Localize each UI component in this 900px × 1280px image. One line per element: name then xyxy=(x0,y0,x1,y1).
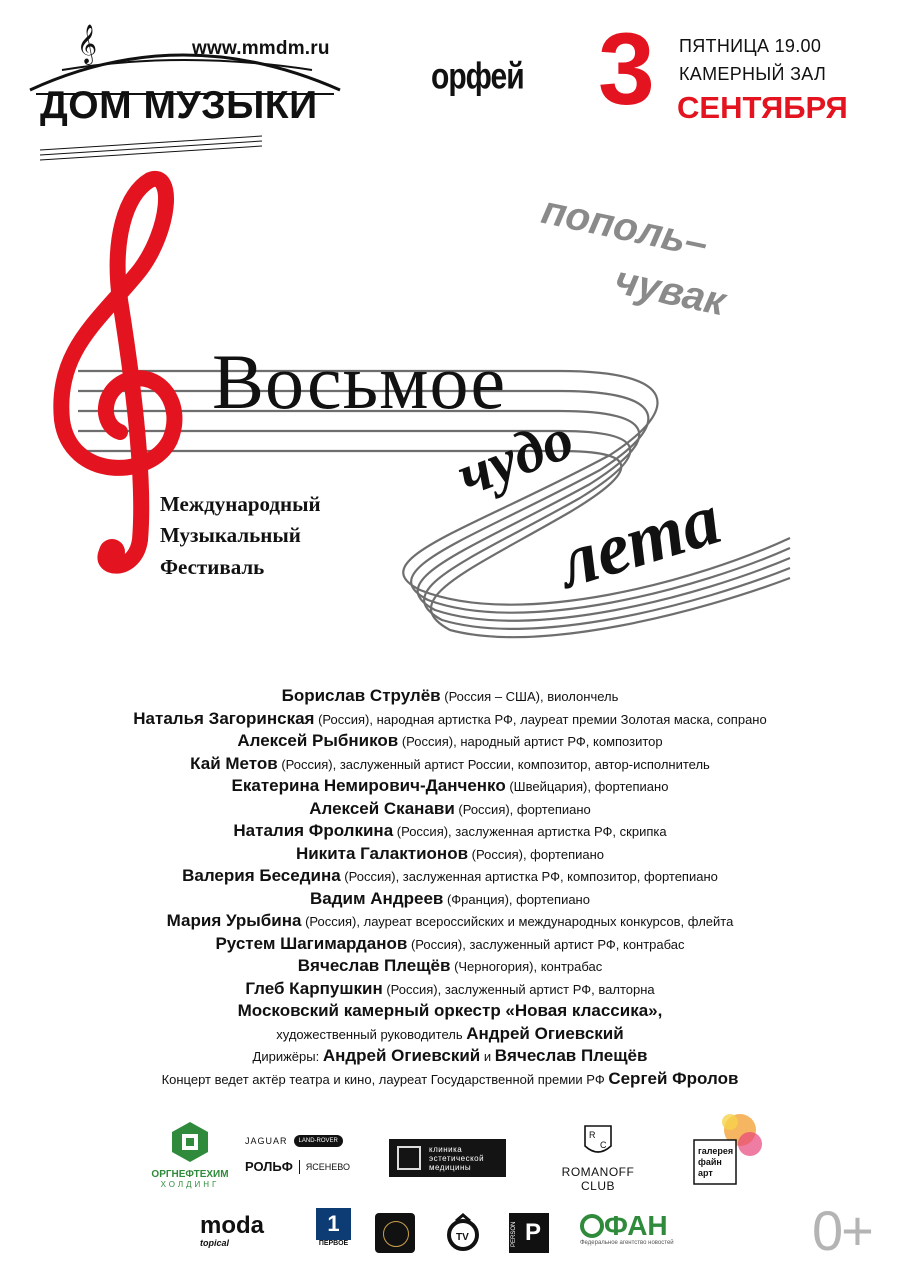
performer-row xyxy=(0,753,900,776)
performer-row xyxy=(0,955,900,978)
performer-row xyxy=(0,775,900,798)
director-name: Андрей Огиевский xyxy=(466,1023,624,1043)
performer-name: Борислав Струлёв xyxy=(281,686,441,705)
orchestra-name: Московский камерный оркестр «Новая классика», xyxy=(237,1001,663,1020)
date-number: 3 xyxy=(598,12,655,126)
performer-row xyxy=(0,933,900,956)
festival-title-leta: лета xyxy=(548,477,730,605)
day-time: ПЯТНИЦА 19.00 xyxy=(679,36,822,56)
orgneftekhim-bottom: ХОЛДИНГ xyxy=(160,1180,220,1189)
performer-row xyxy=(0,798,900,821)
popol-text-line-2: чувак xyxy=(610,258,730,325)
performer-desc: (Россия), фортепиано xyxy=(468,846,605,862)
host-name: Сергей Фролов xyxy=(608,1068,739,1088)
site-url[interactable]: www.mmdm.ru xyxy=(192,38,330,59)
performer-name: Алексей Сканави xyxy=(309,798,455,818)
performer-desc: (Россия), заслуженная артистка РФ, композитор, фортепиано xyxy=(340,869,718,884)
performer-name: Валерия Беседина xyxy=(182,866,341,885)
performer-desc: (Россия), заслуженная артистка РФ, скрипка xyxy=(393,824,667,839)
hall-name: КАМЕРНЫЙ ЗАЛ xyxy=(679,64,827,84)
director-prefix: художественный руководитель xyxy=(276,1026,467,1042)
subtitle-line-1: Международный xyxy=(160,492,321,516)
performer-name: Глеб Карпушкин xyxy=(245,978,383,998)
conductors-and: и xyxy=(480,1049,495,1064)
festival-title-chudo: чудо xyxy=(448,404,582,509)
person-text: PERSON xyxy=(511,1221,517,1247)
performer-name: Наталья Загоринская xyxy=(133,708,315,728)
romanoff-logo xyxy=(543,1120,653,1193)
orgneftekhim-logo xyxy=(150,1120,230,1190)
performer-row xyxy=(0,978,900,1001)
orgneftekhim-top: ОРГНЕФТЕХИМ xyxy=(151,1169,229,1180)
orchestra-director-row xyxy=(0,1023,900,1046)
performers-list xyxy=(0,685,900,1090)
performer-desc: (Россия), народная артистка РФ, лауреат премии Золотая маска, сопрано xyxy=(314,711,767,727)
performer-desc: (Черногория), контрабас xyxy=(450,959,603,974)
moda-text: moda xyxy=(200,1212,265,1239)
performer-desc: (Россия), заслуженный артист РФ, контрабас xyxy=(407,936,685,952)
pervy-text: ПЕРВОЕ xyxy=(318,1240,349,1247)
performer-row xyxy=(0,843,900,866)
performer-name: Рустем Шагимарданов xyxy=(215,933,408,953)
moda-sub: topical xyxy=(200,1238,230,1248)
clinic-icon xyxy=(397,1146,421,1170)
subtitle-line-2: Музыкальный xyxy=(160,523,301,547)
performer-row xyxy=(0,820,900,843)
performer-name: Наталия Фролкина xyxy=(233,821,394,840)
performer-name: Алексей Рыбников xyxy=(237,731,399,750)
performer-row xyxy=(0,685,900,708)
performer-desc: (Швейцария), фортепиано xyxy=(505,779,669,794)
divider xyxy=(299,1160,300,1174)
badge-icon xyxy=(383,1221,409,1247)
rolf-text: РОЛЬФ xyxy=(245,1159,293,1174)
performer-row xyxy=(0,708,900,731)
orfey-logo: орфей xyxy=(431,55,524,97)
clinic-text: клиника эстетической медицины xyxy=(429,1144,485,1172)
performer-desc: (Россия), заслуженный артист РФ, валторна xyxy=(382,981,655,997)
person-logo xyxy=(509,1213,549,1253)
age-rating: 0+ xyxy=(812,1199,872,1262)
rolf-jaguar-logo xyxy=(245,1135,350,1190)
performer-desc: (Россия – США), виолончель xyxy=(440,689,619,704)
clinic-logo xyxy=(389,1139,506,1177)
tv-ring-icon xyxy=(443,1213,483,1253)
person-p-icon: P xyxy=(525,1219,542,1246)
orgneftekhim-icon xyxy=(150,1120,230,1164)
yasenevo-text: ЯСЕНЕВО xyxy=(305,1161,350,1172)
fan-sub: Федеральное агентство новостей xyxy=(580,1240,674,1246)
venue-logo-text: ДОМ МУЗЫКИ xyxy=(40,84,318,127)
performer-name: Кай Метов xyxy=(190,753,278,773)
conductors-row xyxy=(0,1045,900,1068)
gallery-text: галерея файн арт xyxy=(698,1146,734,1178)
conductor-name: Андрей Огиевский xyxy=(322,1046,481,1065)
performer-desc: (Россия), народный артист РФ, композитор xyxy=(398,734,663,749)
jaguar-text: JAGUAR xyxy=(245,1136,288,1146)
host-prefix: Концерт ведет актёр театра и кино, лауреат Государственной премии РФ xyxy=(161,1071,609,1087)
svg-text:TV: TV xyxy=(456,1232,469,1243)
performer-desc: (Россия), лауреат всероссийских и международных конкурсов, флейта xyxy=(301,914,734,929)
performer-row xyxy=(0,910,900,933)
orchestra-row xyxy=(0,1000,900,1023)
month: СЕНТЯБРЯ xyxy=(677,90,848,125)
performer-name: Вячеслав Плещёв xyxy=(297,956,451,975)
romanoff-crest-icon xyxy=(581,1120,615,1160)
svg-text:R: R xyxy=(589,1130,596,1140)
popol-text-line-1: пополь– xyxy=(537,188,712,267)
svg-text:C: C xyxy=(600,1140,607,1150)
tv-logo xyxy=(443,1213,483,1253)
pervy-logo xyxy=(316,1208,351,1253)
performer-name: Вадим Андреев xyxy=(310,888,444,908)
pervy-icon: 1 xyxy=(316,1208,351,1240)
host-row xyxy=(0,1068,900,1091)
conductor-name: Вячеслав Плещёв xyxy=(494,1046,648,1065)
performer-desc: (Россия), заслуженный артист России, композитор, автор-исполнитель xyxy=(277,756,710,772)
performer-name: Мария Урыбина xyxy=(166,911,302,930)
gallery-logo xyxy=(690,1108,770,1188)
performer-name: Екатерина Немирович-Данченко xyxy=(231,776,506,795)
clef-dot xyxy=(99,539,125,565)
subtitle-line-3: Фестиваль xyxy=(160,555,265,579)
landrover-badge: LAND-ROVER xyxy=(294,1135,343,1147)
conductors-prefix: Дирижёры: xyxy=(252,1049,323,1064)
badge-logo xyxy=(375,1213,415,1253)
svg-text:𝄞: 𝄞 xyxy=(77,26,98,63)
performer-row xyxy=(0,865,900,888)
fan-circle-icon xyxy=(580,1214,604,1238)
fan-logo xyxy=(580,1212,680,1252)
moda-logo xyxy=(200,1214,300,1250)
romanoff-text: ROMANOFF CLUB xyxy=(561,1165,635,1193)
performer-desc: (Франция), фортепиано xyxy=(443,891,590,907)
performer-row xyxy=(0,730,900,753)
festival-title-main: Восьмое xyxy=(212,338,507,425)
performer-desc: (Россия), фортепиано xyxy=(454,801,591,817)
performer-row xyxy=(0,888,900,911)
fan-text: ФАН xyxy=(604,1210,668,1241)
performer-name: Никита Галактионов xyxy=(295,843,469,863)
